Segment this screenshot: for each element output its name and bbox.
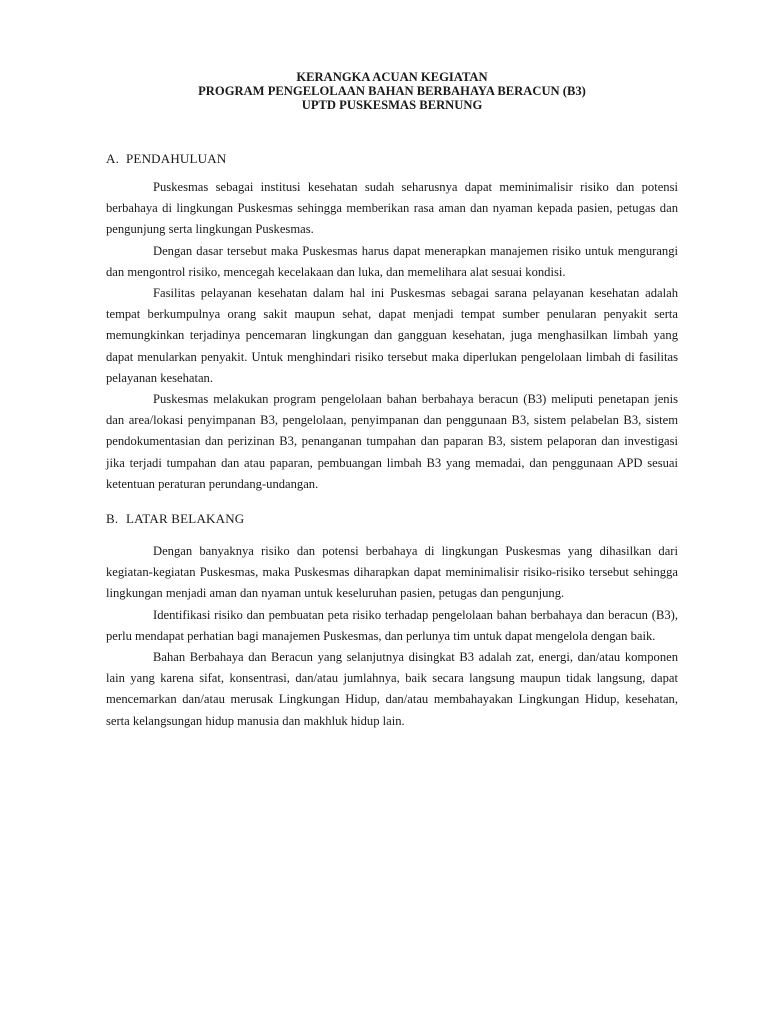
document-title-line-1: KERANGKA ACUAN KEGIATAN — [296, 70, 488, 84]
section-body-latar-belakang — [106, 541, 678, 732]
section-title: PENDAHULUAN — [126, 151, 227, 166]
section-letter: B. — [106, 511, 119, 527]
section-heading-pendahuluan — [106, 151, 678, 167]
section-letter: A. — [106, 151, 120, 166]
paragraph: Puskesmas sebagai institusi kesehatan sudah seharusnya dapat meminimalisir risiko dan potensi berbahaya di lingkungan Puskesmas sehingga memberikan rasa aman dan nyaman kepada pasien, petugas dan pengunjung serta lingkungan Puskesmas. — [106, 180, 678, 237]
document-title-line-2: PROGRAM PENGELOLAAN BAHAN BERBAHAYA BERACUN (B3) — [198, 84, 586, 98]
paragraph: Puskesmas melakukan program pengelolaan bahan berbahaya beracun (B3) meliputi penetapan jenis dan area/lokasi penyimpanan B3, pengelolaan, penyimpanan dan penggunaan B3, sistem pelabelan B3, sistem pendokumentasian dan perizinan B3, penanganan tumpahan dan paparan B3, sistem pelaporan dan investigasi jika terjadi tumpahan dan atau paparan, pembuangan limbah B3 yang memadai, dan penggunaan APD sesuai ketentuan peraturan perundang-undangan. — [106, 392, 678, 491]
paragraph: Fasilitas pelayanan kesehatan dalam hal ini Puskesmas sebagai sarana pelayanan kesehatan adalah tempat berkumpulnya orang sakit maupun sehat, dapat menjadi tempat sumber penularan penyakit serta memungkinkan terjadinya pencemaran lingkungan dan gangguan kesehatan, juga menghasilkan limbah yang dapat menularkan penyakit. Untuk menghindari risiko tersebut maka diperlukan pengelolaan limbah di fasilitas pelayanan kesehatan. — [106, 286, 678, 385]
section-heading-latar-belakang — [106, 511, 678, 527]
document-title-line-3: UPTD PUSKESMAS BERNUNG — [301, 98, 483, 112]
paragraph: Dengan banyaknya risiko dan potensi berbahaya di lingkungan Puskesmas yang dihasilkan dari kegiatan-kegiatan Puskesmas, maka Puskesmas diharapkan dapat meminimalisir risiko-risiko tersebut sehingga lingkungan menjadi aman dan nyaman untuk keseluruhan pasien, petugas dan pengunjung. — [106, 544, 678, 601]
section-body-pendahuluan — [106, 177, 678, 495]
paragraph: Bahan Berbahaya dan Beracun yang selanjutnya disingkat B3 adalah zat, energi, dan/atau komponen lain yang karena sifat, konsentrasi, dan/atau jumlahnya, baik secara langsung maupun tidak langsung, dapat mencemarkan dan/atau merusak Lingkungan Hidup, dan/atau membahayakan Lingkungan Hidup, kesehatan, serta kelangsungan hidup manusia dan makhluk hidup lain. — [106, 650, 678, 728]
document-page — [106, 70, 678, 732]
paragraph: Identifikasi risiko dan pembuatan peta risiko terhadap pengelolaan bahan berbahaya dan beracun (B3), perlu mendapat perhatian bagi manajemen Puskesmas, dan perlunya tim untuk dapat mengelola dengan baik. — [106, 607, 678, 643]
section-title: LATAR BELAKANG — [126, 511, 245, 527]
paragraph: Dengan dasar tersebut maka Puskesmas harus dapat menerapkan manajemen risiko untuk mengurangi dan mengontrol risiko, mencegah kecelakaan dan luka, dan memelihara alat sesuai kondisi. — [106, 243, 678, 279]
